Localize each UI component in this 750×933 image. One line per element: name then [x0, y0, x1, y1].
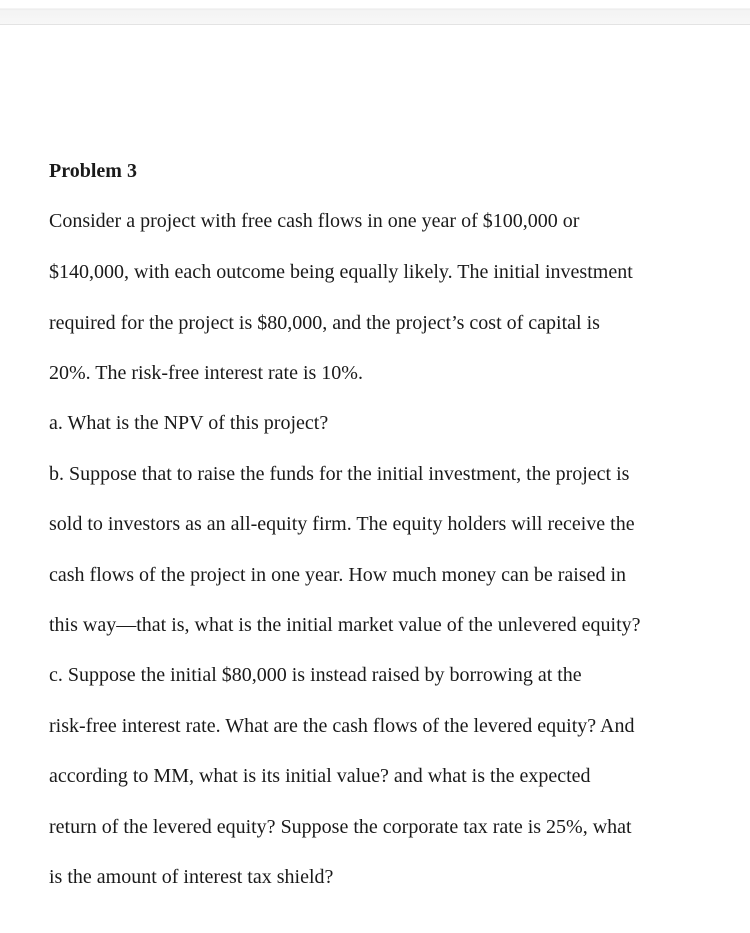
question-b-line-2: sold to investors as an all-equity firm. The equity holders will receive the: [49, 513, 635, 535]
question-b-line-3: cash flows of the project in one year. How much money can be raised in: [49, 564, 627, 586]
text-line-4: 20%. The risk-free interest rate is 10%.: [49, 362, 363, 384]
question-a: a. What is the NPV of this project?: [49, 412, 329, 434]
question-c-line-3: according to MM, what is its initial value? and what is the expected: [49, 765, 591, 787]
question-c-line-5: is the amount of interest tax shield?: [49, 866, 334, 888]
top-toolbar-strip: [0, 0, 750, 25]
text-line-2: $140,000, with each outcome being equally likely. The initial investment: [49, 261, 633, 283]
text-line-1: Consider a project with free cash flows in one year of $100,000 or: [49, 210, 580, 232]
problem-heading: Problem 3: [49, 160, 137, 182]
text-line-3: required for the project is $80,000, and the project’s cost of capital is: [49, 312, 600, 334]
question-c-line-4: return of the levered equity? Suppose the corporate tax rate is 25%, what: [49, 816, 632, 838]
question-b-line-1: b. Suppose that to raise the funds for the initial investment, the project is: [49, 463, 630, 485]
question-c-line-2: risk-free interest rate. What are the cash flows of the levered equity? And: [49, 715, 635, 737]
question-c-line-1: c. Suppose the initial $80,000 is instead raised by borrowing at the: [49, 664, 582, 686]
document-page: [0, 25, 750, 933]
question-b-line-4: this way—that is, what is the initial market value of the unlevered equity?: [49, 614, 641, 636]
